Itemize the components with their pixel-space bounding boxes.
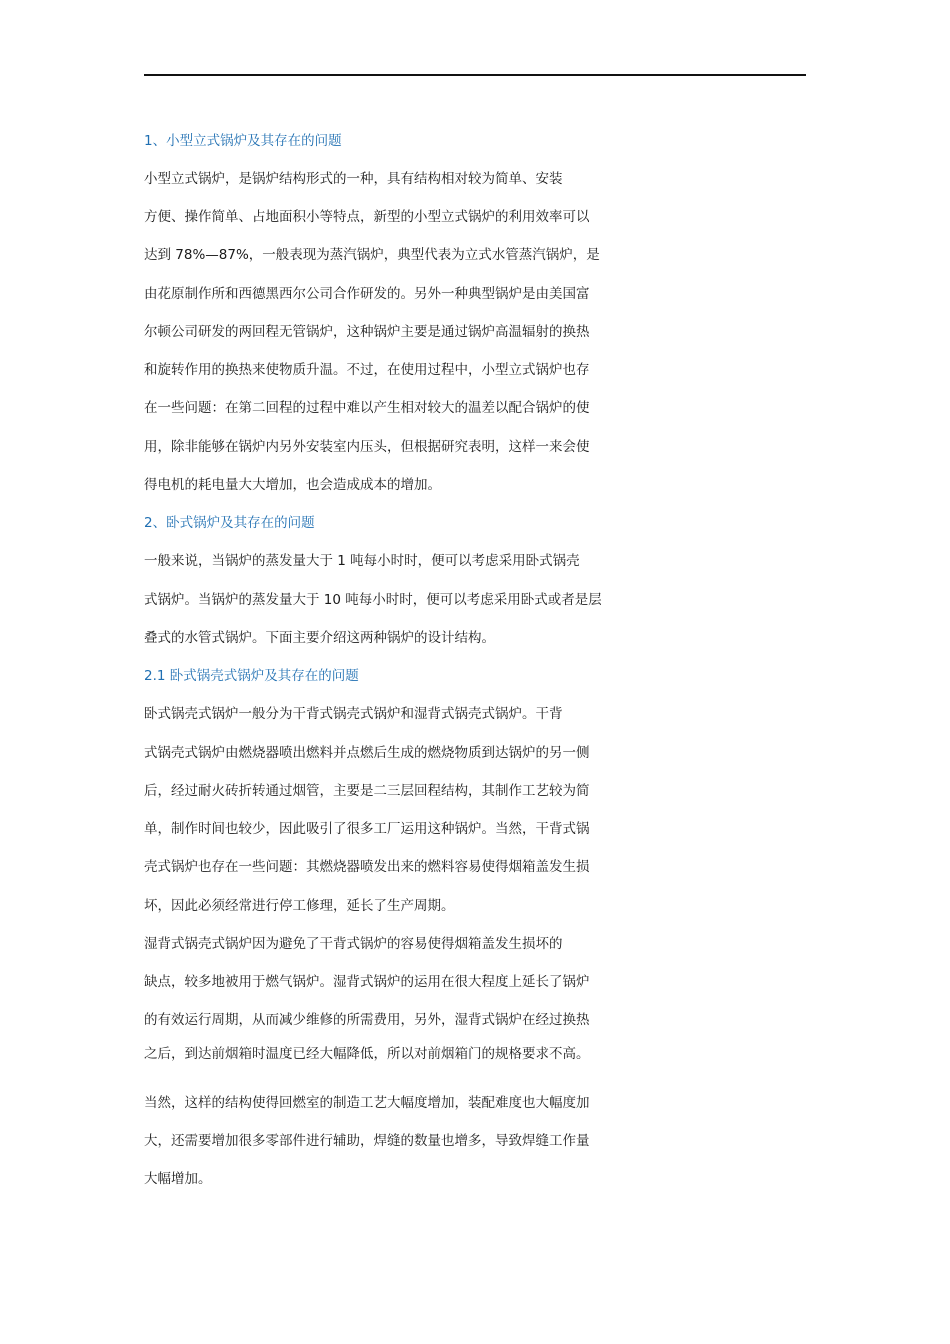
body-line: 一般来说，当锅炉的蒸发量大于 1 吨每小时时，便可以考虑采用卧式锅壳	[144, 553, 580, 569]
body-line: 大，还需要增加很多零部件进行辅助，焊缝的数量也增多，导致焊缝工作量	[144, 1133, 590, 1149]
body-line: 大幅增加。	[144, 1171, 212, 1187]
body-line: 用，除非能够在锅炉内另外安装室内压头，但根据研究表明，这样一来会使	[144, 439, 590, 455]
body-line: 叠式的水管式锅炉。下面主要介绍这两种锅炉的设计结构。	[144, 630, 495, 646]
body-line: 缺点，较多地被用于燃气锅炉。湿背式锅炉的运用在很大程度上延长了锅炉	[144, 974, 590, 990]
header-rule	[144, 74, 806, 76]
body-line: 尔顿公司研发的两回程无管锅炉，这种锅炉主要是通过锅炉高温辐射的换热	[144, 324, 590, 340]
body-line: 小型立式锅炉，是锅炉结构形式的一种，具有结构相对较为简单、安装	[144, 171, 563, 187]
body-line: 卧式锅壳式锅炉一般分为干背式锅壳式锅炉和湿背式锅壳式锅炉。干背	[144, 706, 563, 722]
body-line: 后，经过耐火砖折转通过烟管，主要是二三层回程结构，其制作工艺较为简	[144, 783, 590, 799]
body-line: 方便、操作简单、占地面积小等特点，新型的小型立式锅炉的利用效率可以	[144, 209, 590, 225]
section-heading-1: 1、小型立式锅炉及其存在的问题	[144, 133, 342, 149]
body-line: 在一些问题：在第二回程的过程中难以产生相对较大的温差以配合锅炉的使	[144, 400, 590, 416]
body-line: 和旋转作用的换热来使物质升温。不过，在使用过程中，小型立式锅炉也存	[144, 362, 590, 378]
section-heading-2-1: 2.1 卧式锅壳式锅炉及其存在的问题	[144, 668, 359, 684]
body-line: 达到 78%—87%，一般表现为蒸汽锅炉，典型代表为立式水管蒸汽锅炉，是	[144, 247, 600, 263]
body-line: 壳式锅炉也存在一些问题：其燃烧器喷发出来的燃料容易使得烟箱盖发生损	[144, 859, 590, 875]
body-line: 单，制作时间也较少，因此吸引了很多工厂运用这种锅炉。当然，干背式锅	[144, 821, 590, 837]
body-line: 之后，到达前烟箱时温度已经大幅降低，所以对前烟箱门的规格要求不高。	[144, 1046, 590, 1062]
body-line: 当然，这样的结构使得回燃室的制造工艺大幅度增加，装配难度也大幅度加	[144, 1095, 590, 1111]
body-line: 坏，因此必须经常进行停工修理，延长了生产周期。	[144, 898, 455, 914]
body-line: 式锅壳式锅炉由燃烧器喷出燃料并点燃后生成的燃烧物质到达锅炉的另一侧	[144, 745, 590, 761]
section-heading-2: 2、卧式锅炉及其存在的问题	[144, 515, 315, 531]
body-line: 的有效运行周期，从而减少维修的所需费用，另外，湿背式锅炉在经过换热	[144, 1012, 590, 1028]
body-line: 湿背式锅壳式锅炉因为避免了干背式锅炉的容易使得烟箱盖发生损坏的	[144, 936, 563, 952]
body-line: 由花原制作所和西德黑西尔公司合作研发的。另外一种典型锅炉是由美国富	[144, 286, 590, 302]
body-line: 式锅炉。当锅炉的蒸发量大于 10 吨每小时时，便可以考虑采用卧式或者是层	[144, 592, 602, 608]
body-line: 得电机的耗电量大大增加，也会造成成本的增加。	[144, 477, 441, 493]
